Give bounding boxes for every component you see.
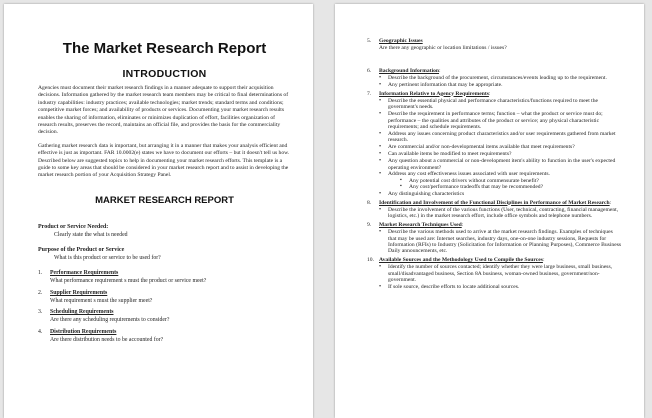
section-colon: : — [542, 256, 545, 263]
section-3 — [38, 309, 291, 324]
list-item: • Identify the number of sources contacted; identify whether they were large business, small business, small/disadvantaged business, Section 8A business, woman-owned business, government/non-government. — [379, 264, 622, 283]
section-number: 2. — [38, 289, 43, 296]
section-number: 4. — [38, 329, 43, 336]
list-item: • Describe the background of the procurement, circumstances/events leading up to the requirement. — [379, 75, 622, 81]
section-9 — [367, 222, 622, 255]
bullet-list — [379, 75, 622, 88]
list-item: • Describe the requirement in performance terms; function – what the product or service must do; performance – the qualities and attributes of the product or service; any physical characteristic requirements; and schedule requirements. — [379, 111, 622, 130]
section-number: 7. — [367, 90, 372, 97]
section-list-right — [367, 38, 622, 290]
section-8 — [367, 200, 622, 220]
bullet-list — [379, 264, 622, 290]
section-title: Identification and Involvement of the Functional Disciplines in Performance of Market Research — [379, 199, 610, 206]
section-1 — [38, 270, 291, 285]
section-number: 5. — [367, 38, 372, 44]
list-item: • Are commercial and/or non-developmental items available that meet requirements? — [379, 144, 622, 150]
section-title: Scheduling Requirements — [50, 309, 114, 316]
section-colon: : — [609, 199, 612, 206]
bullet-list — [379, 98, 622, 198]
list-item: • Address any issues concerning product characteristics and/or user requirements gathered from market research. — [379, 131, 622, 144]
section-colon: : — [439, 67, 441, 74]
section-description: Are there any geographic or location limitations / issues? — [379, 45, 507, 52]
section-title: Supplier Requirements — [50, 289, 108, 296]
list-item: • Any distinguishing characteristics — [379, 191, 622, 197]
list-item: • Can available items be modified to meet requirements? — [379, 151, 622, 157]
section-title: Background Information — [379, 67, 440, 74]
section-title: Distribution Requirements — [50, 329, 117, 336]
section-2 — [38, 290, 291, 305]
list-item — [379, 171, 622, 190]
purpose-label: Purpose of the Product or Service — [38, 247, 125, 254]
section-10 — [367, 257, 622, 291]
section-title: Information Relative to Agency Requirements — [379, 90, 489, 97]
section-title: Performance Requirements — [50, 270, 119, 277]
sub-list-item: ▪ Any cost/performance tradeoffs that may be recommended? — [400, 184, 622, 190]
list-item: • If sole source, describe efforts to locate additional sources. — [379, 284, 622, 290]
section-colon: : — [461, 221, 464, 228]
document-page-right — [335, 4, 644, 418]
section-4 — [38, 329, 291, 344]
document-page-left — [4, 4, 313, 418]
section-description: What requirement s must the supplier meet? — [50, 297, 153, 304]
list-item-text: Address any cost effectiveness issues associated with user requirements. — [388, 171, 550, 178]
document-title: The Market Research Report — [62, 40, 267, 57]
section-6 — [367, 68, 622, 89]
product-text: Clearly state the what is needed — [54, 231, 128, 238]
section-number: 8. — [367, 199, 372, 206]
bullet-list — [379, 207, 622, 220]
list-item: • Any pertinent information that may be appropriate. — [379, 82, 622, 88]
section-list-left — [38, 270, 291, 343]
section-colon: : — [488, 90, 491, 97]
introduction-heading: INTRODUCTION — [122, 68, 207, 80]
list-item: • Describe the involvement of the various functions (User, technical, contracting, financial management, logistics, etc.) in the market research effort, include office symbols and telephone numbers. — [379, 207, 622, 220]
report-heading: MARKET RESEARCH REPORT — [95, 194, 234, 206]
intro-paragraph-1: Agencies must document their market research findings in a manner adequate to support their acquisition decisions. Information gathered by the market research team members may be critical to final determinations of industry capabilities: industry practices; available technologies; market trends; standard terms and conditions; competitive market forces; and availability of products or services. Documenting your market research results enables the sharing of information, eliminates or minimizes duplication of effort, facilities organization of research results, preserves the record, maintains an official file, and provides the basis for the commerciality decision. — [38, 85, 289, 136]
section-title: Available Sources and the Methodology Used to Compile the Sources — [379, 256, 543, 263]
purpose-text: What is this product or service to be used for? — [54, 255, 161, 262]
section-number: 1. — [38, 270, 43, 277]
bullet-list — [379, 229, 622, 255]
product-label: Product or Service Needed: — [38, 223, 109, 230]
section-description: What performance requirement s must the product or service meet? — [50, 278, 207, 285]
section-5 — [367, 38, 622, 52]
section-number: 9. — [367, 221, 372, 228]
list-item: • Describe the essential physical and performance characteristics/functions required to meet the government's needs. — [379, 98, 622, 111]
list-item: • Any question about a commercial or non-development item's ability to function in the user's expected operating environment? — [379, 158, 622, 171]
sub-bullet-list — [400, 178, 622, 191]
sub-list-item: ▪ Any potential cost drivers without commensurate benefit? — [400, 178, 622, 184]
intro-paragraph-2: Gathering market research data is important, but arranging it in a manner that makes your analysis efficient and effective is just as important. FAR 10.0002(e) states we have to document our efforts – but it doesn't tell us how. Described below are suggested topics to help in documenting your market research efforts. This template is a guide to some key areas that should be considered in your market research report and to assist in developing the market research portion of your Acquisition Strategy Panel. — [38, 142, 290, 179]
spacer — [367, 54, 622, 66]
section-number: 6. — [367, 67, 372, 74]
section-title: Market Research Techniques Used — [379, 221, 462, 228]
section-7 — [367, 91, 622, 198]
section-description: Are there any scheduling requirements to consider? — [50, 317, 170, 324]
section-title: Geographic Issues — [379, 38, 423, 44]
section-number: 10. — [367, 256, 374, 263]
section-number: 3. — [38, 309, 43, 316]
list-item: • Describe the various methods used to arrive at the market research findings. Examples of techniques that may be used are: Internet searches, industry days, one-on-one industry sessions, Requests for Information (RFIs) to Industry (Solicitation for Information or Planning Purposes), Commerce Business Daily announcements, etc. — [379, 229, 622, 255]
section-description: Are there distribution needs to be accounted for? — [50, 336, 164, 343]
